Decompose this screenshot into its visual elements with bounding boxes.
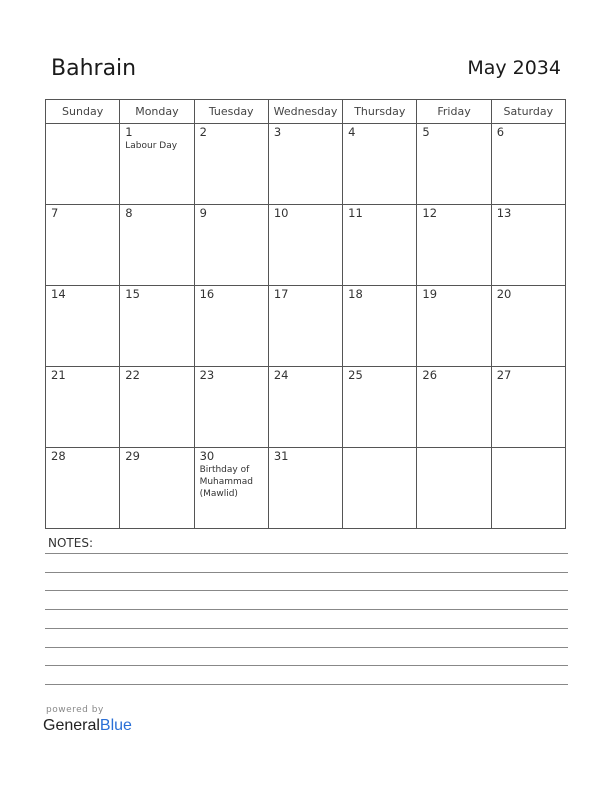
day-cell: [194, 367, 268, 448]
day-number: 3: [273, 125, 282, 139]
day-cell: [46, 124, 120, 205]
weekday-header: Tuesday: [194, 100, 268, 124]
day-cell: [268, 367, 342, 448]
day-cell: [46, 205, 120, 286]
day-number: 25: [348, 368, 363, 382]
day-number: 6: [496, 125, 505, 139]
weekday-header: Sunday: [46, 100, 120, 124]
day-cell: [120, 448, 194, 529]
day-cell: [491, 124, 565, 205]
weekday-header: Saturday: [491, 100, 565, 124]
day-cell: [343, 124, 417, 205]
day-number: 21: [51, 368, 66, 382]
day-cell: [194, 124, 268, 205]
day-cell: [194, 448, 268, 529]
day-number: 30: [199, 449, 215, 463]
day-cell: [268, 205, 342, 286]
day-number: 8: [125, 206, 133, 220]
day-cell: [120, 286, 194, 367]
note-line: [45, 572, 568, 573]
day-number: 4: [348, 125, 356, 139]
holiday-label: Labour Day: [125, 141, 178, 151]
day-number: 20: [496, 287, 512, 301]
week-row: [46, 286, 566, 367]
note-line: [45, 665, 568, 666]
day-cell: [491, 448, 565, 529]
brand-logo: [43, 717, 132, 735]
day-number: 29: [125, 449, 140, 463]
day-cell: [417, 367, 491, 448]
day-cell: [120, 367, 194, 448]
day-number: 9: [199, 206, 207, 220]
day-cell: [194, 286, 268, 367]
day-cell: [417, 448, 491, 529]
day-cell: [491, 367, 565, 448]
day-number: 2: [199, 125, 207, 139]
day-number: 22: [125, 368, 140, 382]
day-number: 31: [273, 449, 289, 463]
day-cell: [343, 367, 417, 448]
day-cell: [120, 124, 194, 205]
day-cell: [417, 205, 491, 286]
day-number: 27: [496, 368, 512, 382]
day-number: 13: [496, 206, 512, 220]
day-cell: [46, 448, 120, 529]
notes-label: NOTES:: [48, 536, 93, 550]
day-number: 15: [125, 287, 140, 301]
day-cell: [343, 448, 417, 529]
day-cell: [194, 205, 268, 286]
note-line: [45, 647, 568, 648]
calendar-grid: [45, 99, 566, 529]
day-number: 7: [51, 206, 59, 220]
holiday-label: Birthday of Muhammad (Mawlid): [199, 465, 254, 499]
day-cell: [268, 124, 342, 205]
country-title: Bahrain: [51, 56, 137, 81]
day-number: 28: [51, 449, 66, 463]
day-number: 12: [422, 206, 438, 220]
day-cell: [46, 286, 120, 367]
day-number: 11: [348, 206, 363, 220]
day-number: 24: [273, 368, 289, 382]
day-cell: [343, 205, 417, 286]
day-cell: [417, 286, 491, 367]
day-number: 1: [125, 125, 133, 139]
note-line: [45, 590, 568, 591]
day-number: 16: [199, 287, 215, 301]
day-cell: [491, 286, 565, 367]
powered-by-text: powered by: [46, 705, 104, 715]
brand-general: General: [43, 717, 100, 734]
weekday-header: Monday: [120, 100, 194, 124]
day-cell: [46, 367, 120, 448]
day-cell: [120, 205, 194, 286]
week-row: [46, 205, 566, 286]
day-number: 17: [273, 287, 289, 301]
week-row: [46, 367, 566, 448]
day-cell: [268, 448, 342, 529]
day-cell: [491, 205, 565, 286]
week-row: [46, 124, 566, 205]
month-year-title: May 2034: [467, 57, 561, 79]
note-line: [45, 553, 568, 554]
day-cell: [268, 286, 342, 367]
day-number: 26: [422, 368, 438, 382]
weekday-header-row: [46, 100, 566, 124]
note-line: [45, 609, 568, 610]
week-row: [46, 448, 566, 529]
day-number: 10: [273, 206, 289, 220]
brand-blue: Blue: [99, 717, 132, 734]
day-cell: [343, 286, 417, 367]
weekday-header: Wednesday: [268, 100, 342, 124]
day-number: 19: [422, 287, 438, 301]
day-number: 5: [422, 125, 430, 139]
day-number: 23: [199, 368, 215, 382]
weekday-header: Friday: [417, 100, 491, 124]
day-number: 14: [51, 287, 66, 301]
day-cell: [417, 124, 491, 205]
day-number: 18: [348, 287, 363, 301]
note-line: [45, 684, 568, 685]
note-line: [45, 628, 568, 629]
weekday-header: Thursday: [343, 100, 417, 124]
